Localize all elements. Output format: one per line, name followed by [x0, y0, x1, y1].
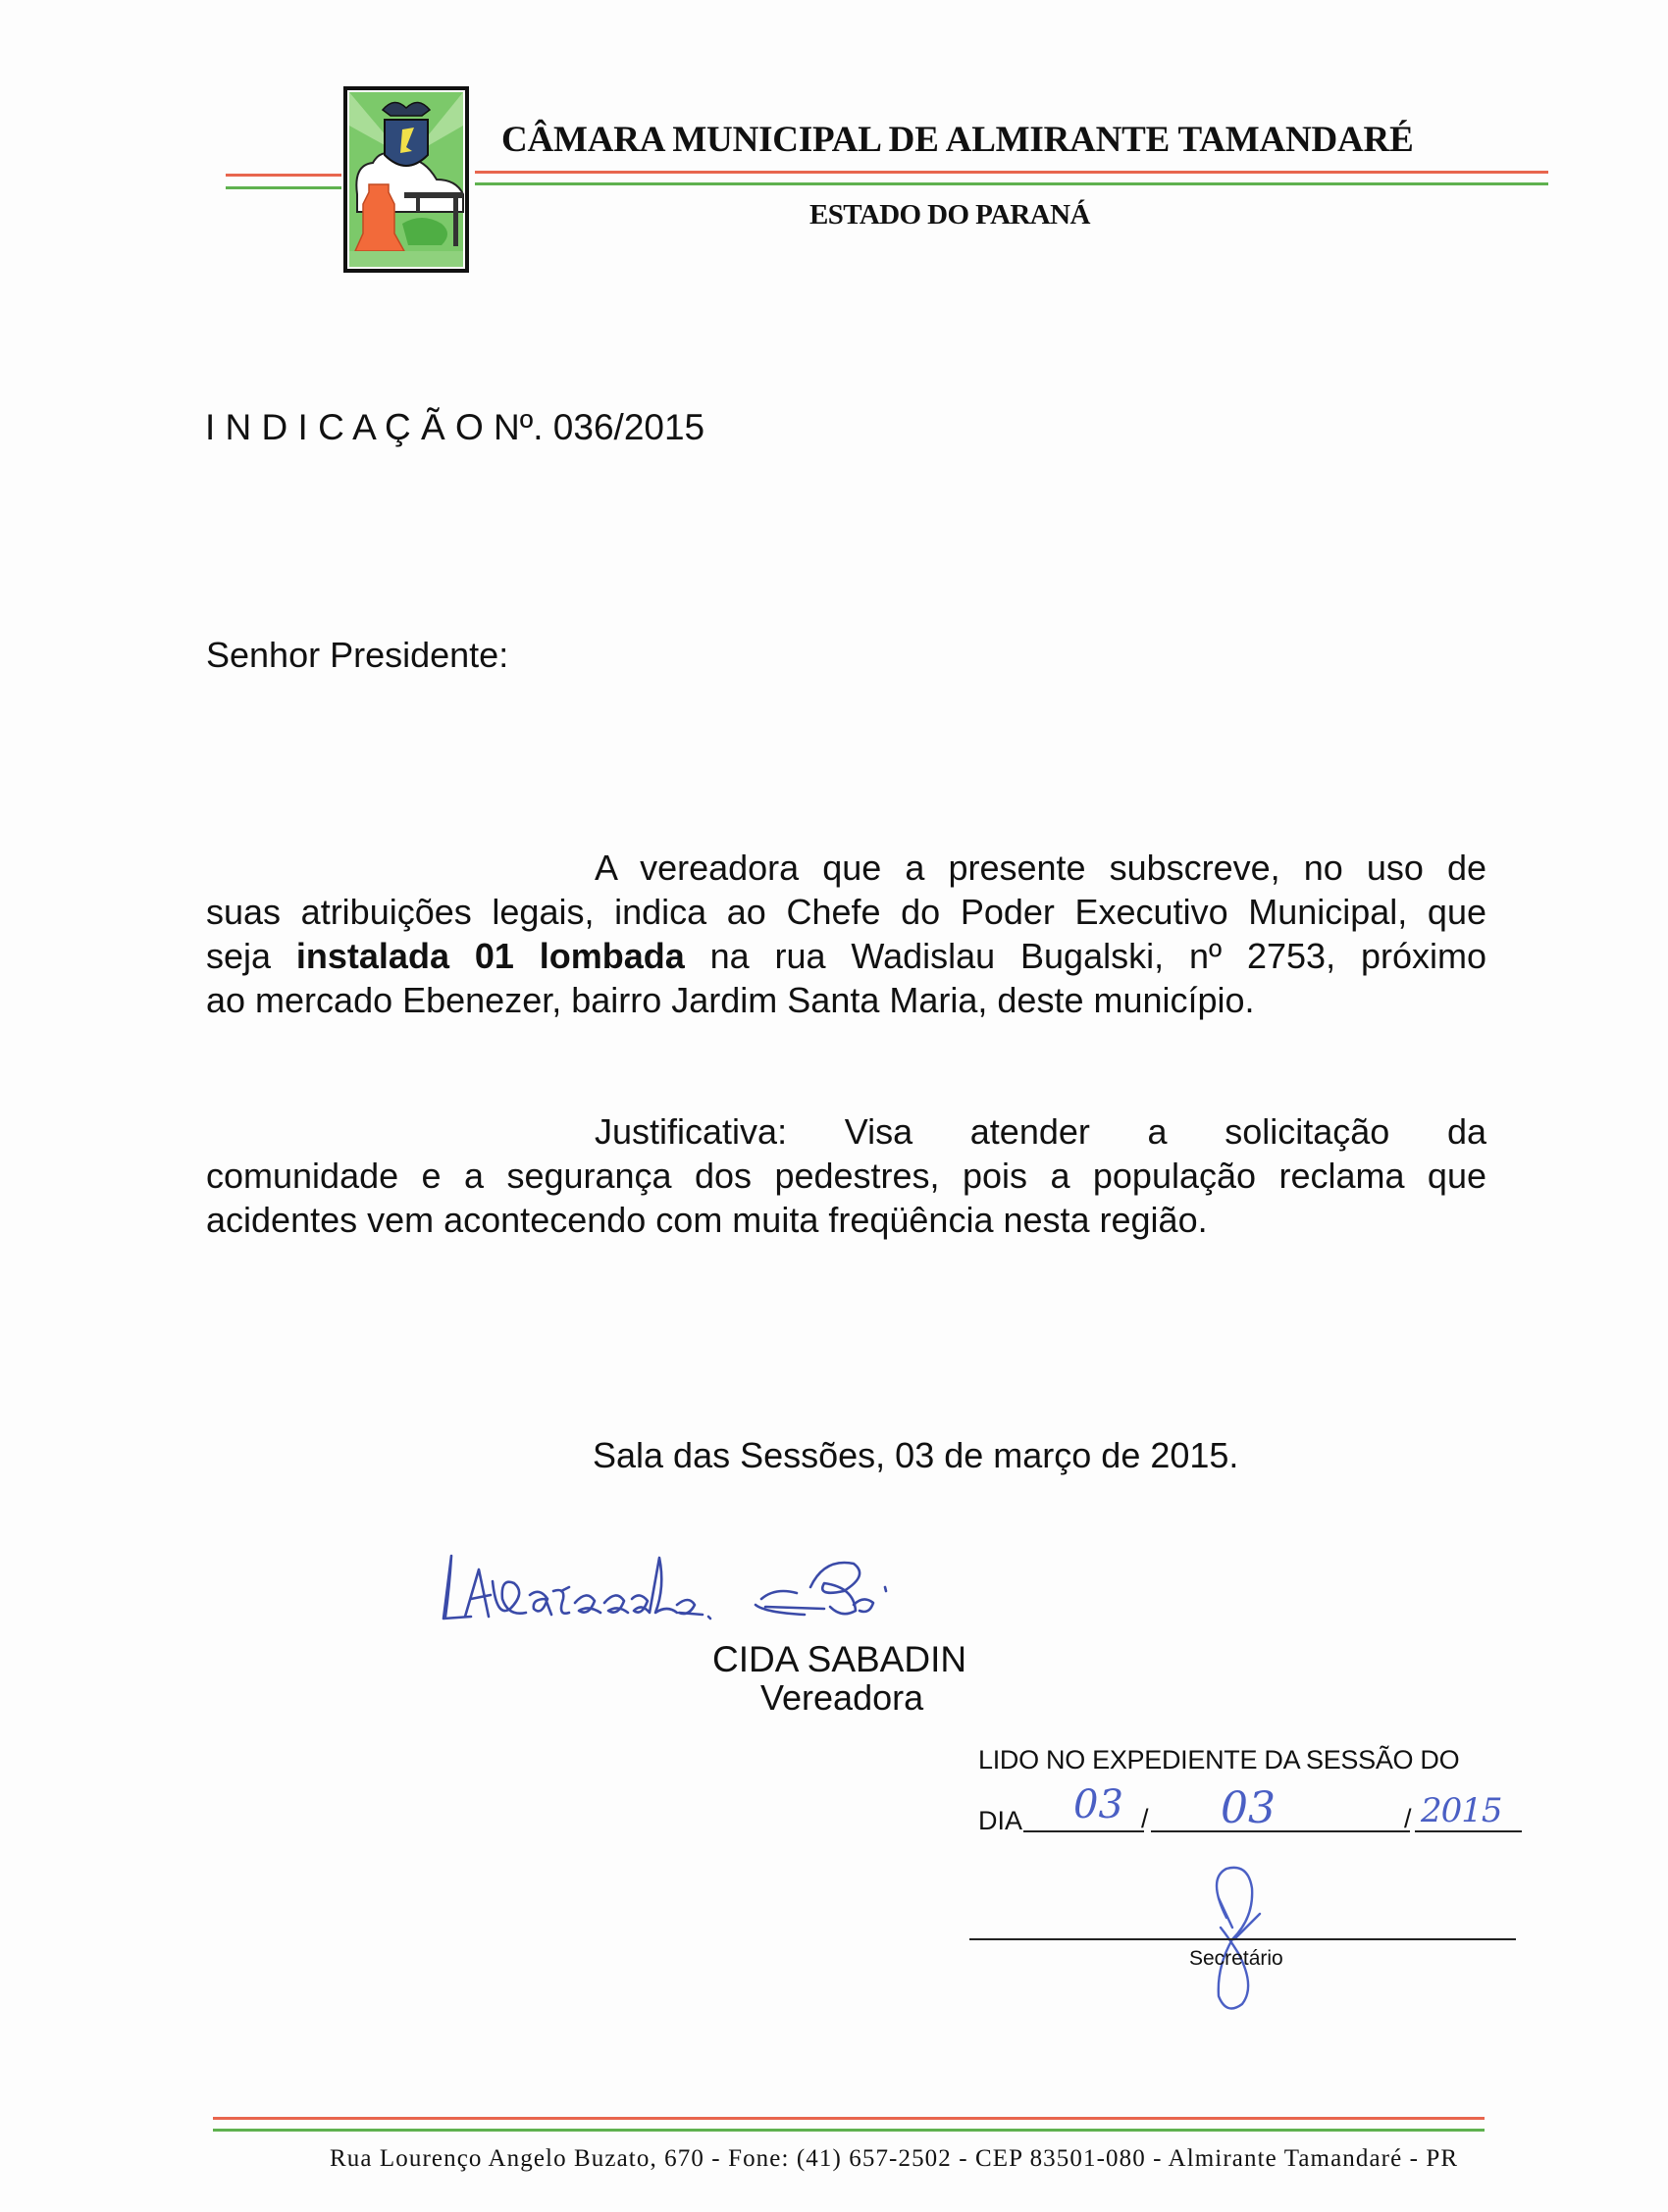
- header-rule-red-right: [475, 171, 1548, 174]
- footer-rule-green: [213, 2129, 1485, 2132]
- state-subtitle: ESTADO DO PARANÁ: [809, 199, 1090, 231]
- day-underline: [1023, 1830, 1144, 1832]
- month-underline: [1151, 1830, 1410, 1832]
- signatory-name: CIDA SABADIN: [712, 1639, 967, 1679]
- request-paragraph: [206, 846, 1486, 1022]
- line-text: na rua Wadislau Bugalski, nº 2753, próximo: [684, 936, 1486, 976]
- footer-address: Rua Lourenço Angelo Buzato, 670 - Fone: (41) 657-2502 - CEP 83501-080 - Almirante Tamandaré - PR: [330, 2145, 1459, 2172]
- coat-of-arms-logo: [343, 86, 469, 273]
- justification-paragraph: [206, 1109, 1486, 1242]
- header-rule-red-left: [226, 174, 341, 177]
- footer-rule-red: [213, 2117, 1485, 2120]
- handwritten-month: 03: [1221, 1783, 1276, 1833]
- paragraph-line: A vereadora que a presente subscreve, no uso de: [595, 848, 1486, 888]
- signatory-role: Vereadora: [760, 1677, 924, 1718]
- paragraph-line: [206, 934, 1486, 978]
- salutation: Senhor Presidente:: [206, 635, 509, 675]
- line-text: seja: [206, 936, 296, 976]
- header-rule-green-right: [475, 182, 1548, 185]
- secretary-initials: [1197, 1859, 1276, 2016]
- stamp-dia-label: DIA: [978, 1806, 1023, 1835]
- paragraph-line: comunidade e a segurança dos pedestres, pois a população reclama que: [206, 1156, 1486, 1196]
- bold-emphasis: instalada 01 lombada: [295, 936, 685, 976]
- paragraph-line: acidentes vem acontecendo com muita freqüência nesta região.: [206, 1200, 1208, 1240]
- paragraph-line: suas atribuições legais, indica ao Chefe do Poder Executivo Municipal, que: [206, 892, 1486, 932]
- handwritten-day: 03: [1073, 1782, 1123, 1827]
- paragraph-line: ao mercado Ebenezer, bairro Jardim Santa Maria, deste município.: [206, 980, 1255, 1020]
- date-separator: /: [1404, 1804, 1412, 1833]
- institution-title: CÂMARA MUNICIPAL DE ALMIRANTE TAMANDARÉ: [501, 120, 1414, 160]
- date-separator: /: [1141, 1804, 1149, 1833]
- secretary-signature-line: [969, 1938, 1516, 1940]
- handwritten-year: 2015: [1421, 1791, 1502, 1830]
- handwritten-signature: [432, 1548, 1030, 1641]
- header-rule-green-left: [226, 186, 341, 189]
- session-date-line: Sala das Sessões, 03 de março de 2015.: [593, 1435, 1239, 1475]
- secretary-label: Secretário: [1189, 1947, 1283, 1970]
- paragraph-line: Justificativa: Visa atender a solicitação da: [595, 1111, 1486, 1152]
- stamp-title: LIDO NO EXPEDIENTE DA SESSÃO DO: [978, 1745, 1460, 1775]
- document-heading: I N D I C A Ç Ã O Nº. 036/2015: [205, 407, 705, 447]
